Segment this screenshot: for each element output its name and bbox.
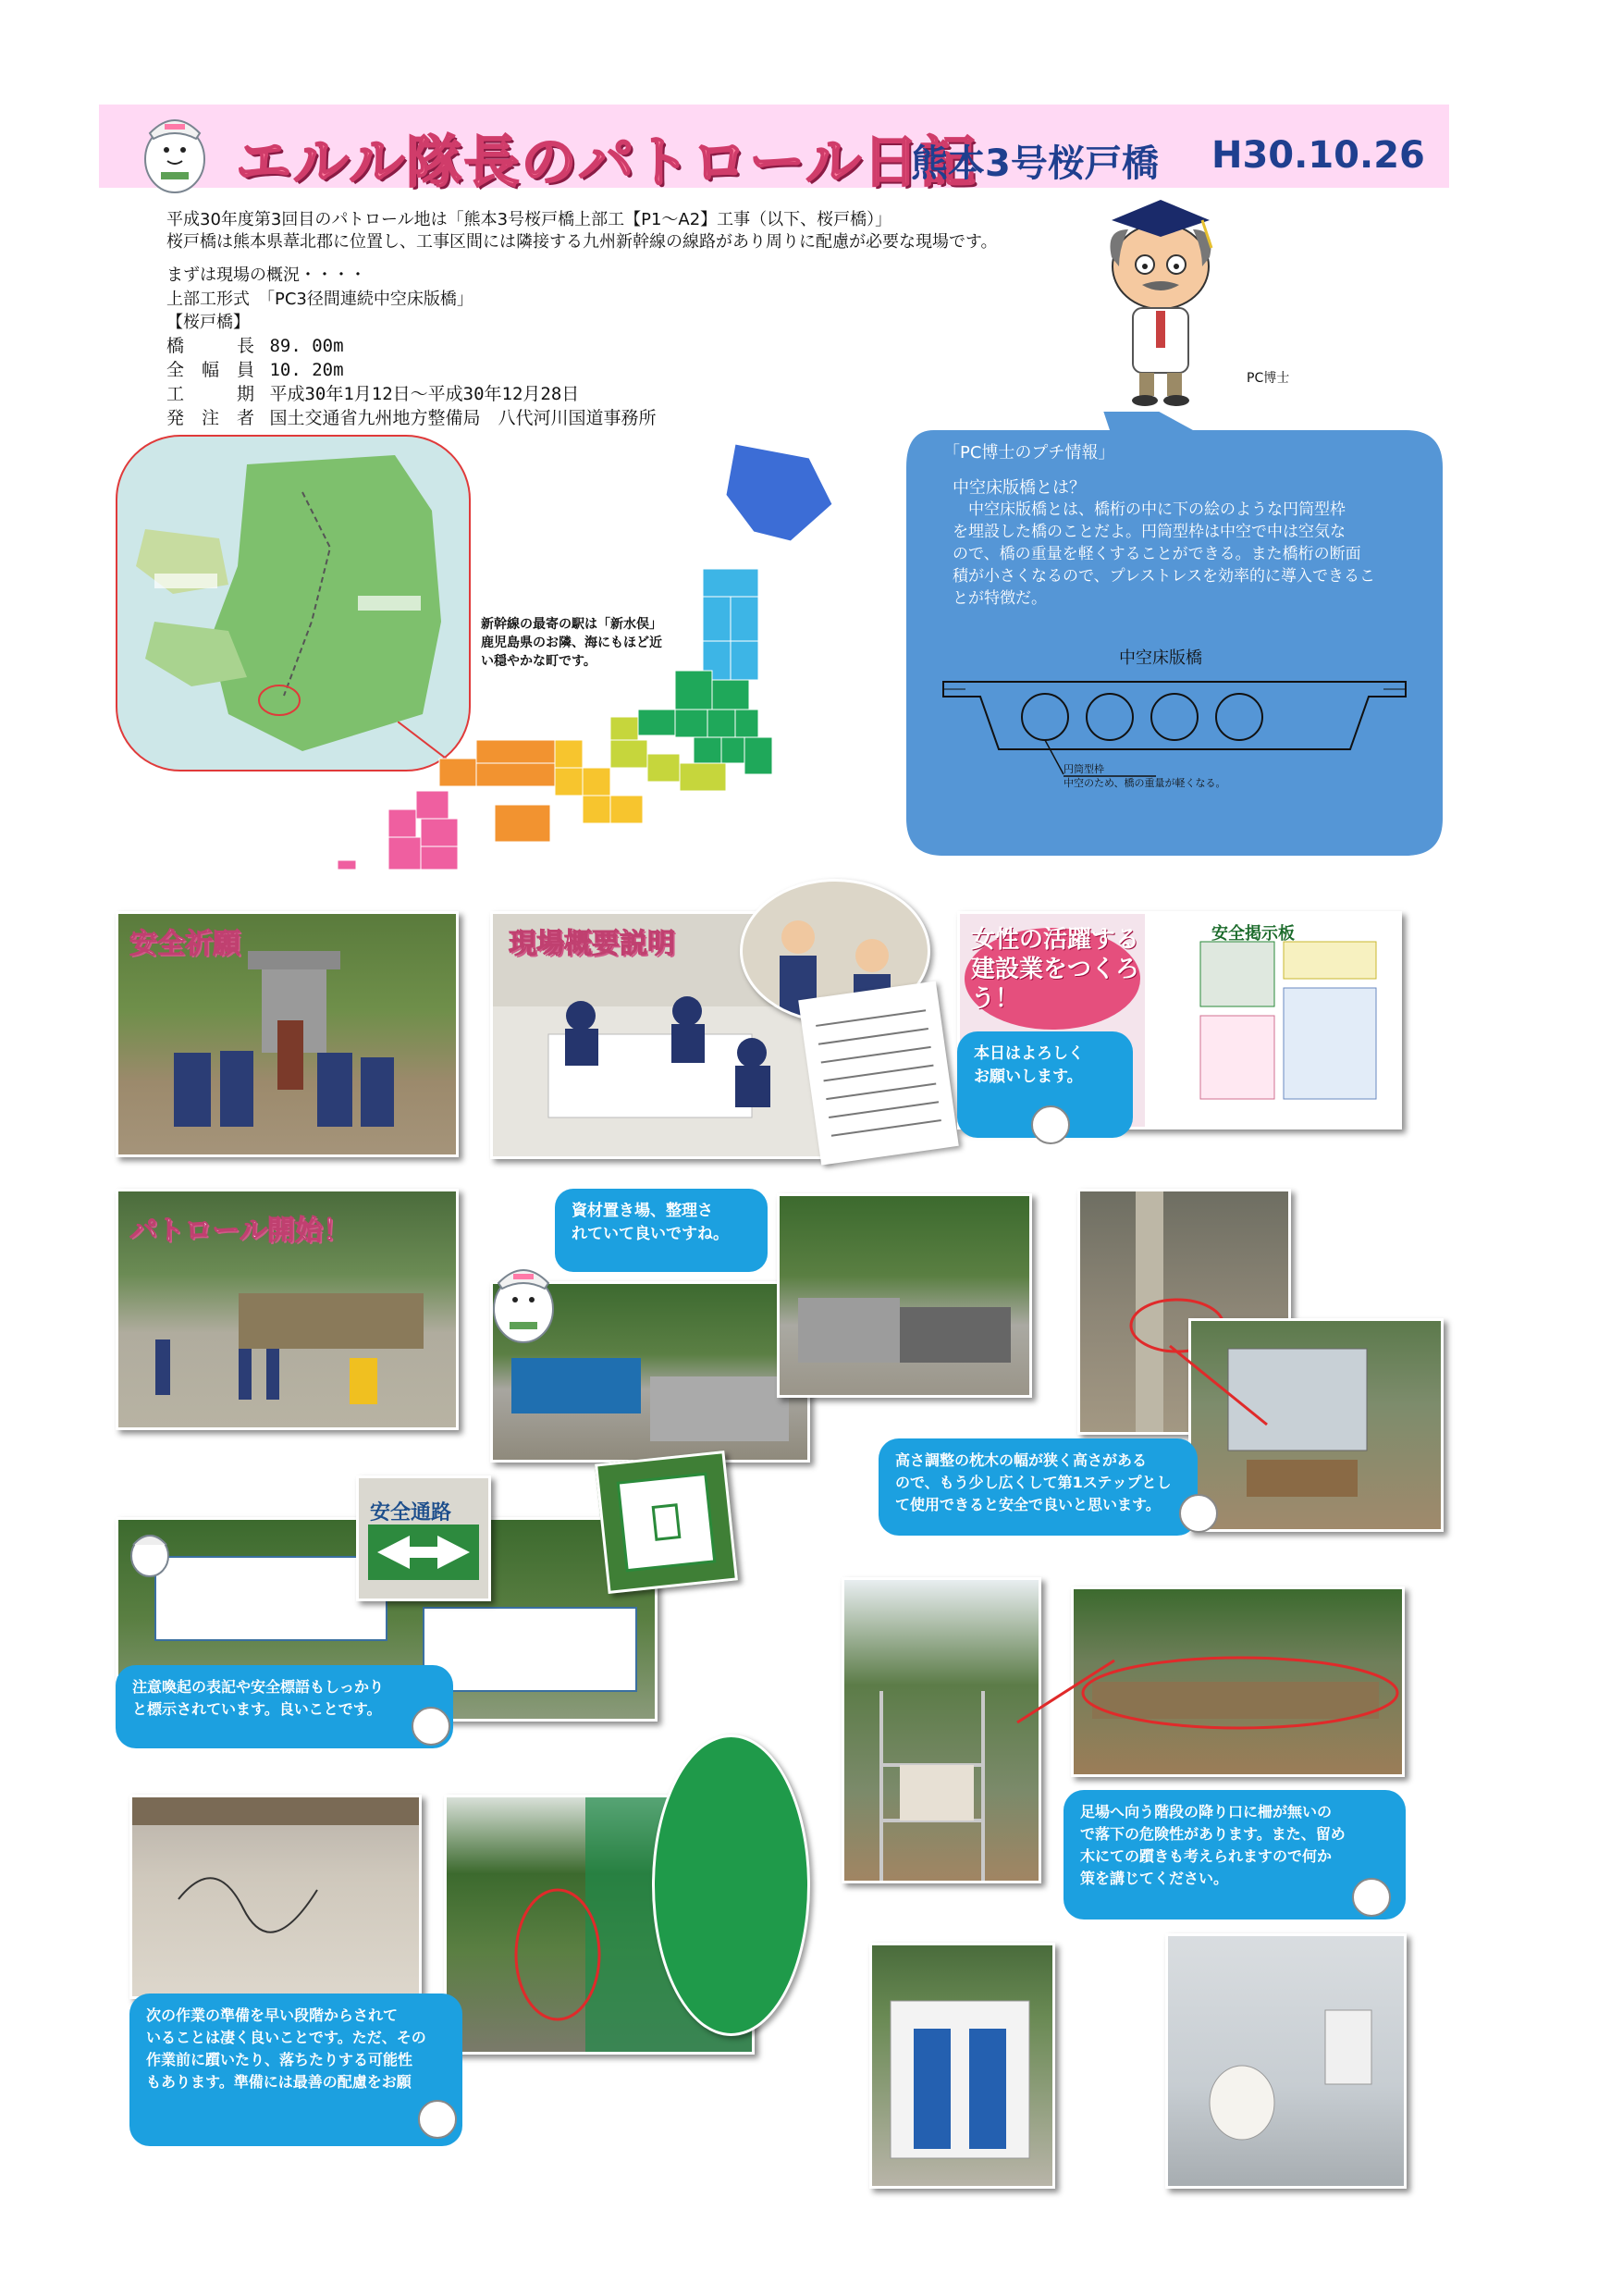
spec-row [166, 407, 656, 431]
bubble-material-line: れていて良いですね。 [572, 1225, 729, 1243]
spec-value: 平成30年1月12日～平成30年12月28日 [269, 384, 580, 404]
photo-sign-green [595, 1450, 738, 1594]
pc-hakase-character [1091, 192, 1230, 410]
diagram-label-2: 中空のため、橋の重量が軽くなる。 [1064, 777, 1226, 789]
pc-hakase-bubble [879, 412, 1461, 874]
spec-table [166, 335, 656, 431]
photo-stairs-tower [842, 1577, 1041, 1883]
spec-value: 国土交通省九州地方整備局 八代河川国道事務所 [269, 408, 657, 428]
map-note-line: い穏やかな町です。 [481, 654, 596, 669]
intro-line-3: まずは現場の概況・・・・ [166, 265, 366, 285]
intro-line-4: 上部工形式 「PC3径間連続中空床版橋」 [166, 290, 473, 309]
photo-portable-toilet [869, 1943, 1055, 2189]
spec-row [166, 335, 656, 359]
spec-value: 89. 00m [269, 336, 344, 356]
pc-hakase-body-line: を埋設した橋のことだよ。円筒型枠は中空で中は空気な [953, 523, 1346, 541]
bubble-height-line: て使用できると安全で良いと思います。 [895, 1496, 1161, 1513]
intro-line-1: 平成30年度第3回目のパトロール地は「熊本3号桜戸橋上部工【P1～A2】工事（以下、桜戸橋）」 [166, 210, 892, 229]
photo-material-yard-2 [777, 1193, 1032, 1398]
spec-value: 10. 20m [269, 360, 344, 380]
bubble-stairs-line: 足場へ向う階段の降り口に柵が無いの [1080, 1803, 1333, 1821]
bubble-height [879, 1438, 1198, 1536]
pc-hakase-body-line: とが特徴だ。 [953, 589, 1047, 608]
arrow-stairs [1013, 1656, 1124, 1730]
bubble-material [555, 1189, 768, 1272]
bubble-stairs-line: で落下の危険性があります。また、留め [1080, 1825, 1346, 1843]
page-title: エルル隊長のパトロール日記 [236, 130, 978, 195]
mascot-mini-head [128, 1526, 172, 1578]
pc-hakase-body [953, 499, 1375, 610]
spec-label: 工 期 [166, 384, 255, 404]
spec-row [166, 383, 656, 407]
sign-path: 安全通路 [370, 1501, 452, 1524]
bubble-prep [129, 1994, 462, 2146]
photo-toilet-interior [1165, 1933, 1407, 2189]
spec-label: 橋 長 [166, 336, 255, 356]
mascot-mini-icon [1179, 1494, 1218, 1533]
sign-board: 安全掲示板 [1211, 924, 1295, 944]
bubble-signs-line: 注意喚起の表記や安全標語もしっかり [132, 1678, 385, 1696]
mascot-mini-icon [418, 2100, 457, 2139]
diagram-title: 中空床版橋 [1119, 648, 1202, 668]
pc-hakase-bubble-title: 「PC博士のプチ情報」 [943, 443, 1115, 463]
photo-net-circle [652, 1734, 810, 2036]
mascot-logo [137, 104, 213, 196]
map-note-line: 新幹線の最寄の駅は「新水俣」 [481, 617, 662, 632]
tag-anzen: 安全祈願 [129, 928, 240, 960]
diagram-label-1: 円筒型枠 [1064, 763, 1104, 775]
bridge-name: 熊本3号桜戸橋 [911, 142, 1159, 185]
tag-genba: 現場概要説明 [509, 928, 675, 960]
bubble-prep-line: いることは凄く良いことです。ただ、その [146, 2029, 426, 2046]
bubble-greet-line: 本日はよろしく [974, 1044, 1084, 1063]
bubble-material-line: 資材置き場、整理さ [572, 1202, 713, 1220]
photo-rebar-floor [129, 1795, 422, 1999]
bubble-height-line: 高さ調整の枕木の幅が狭く高さがある [895, 1451, 1148, 1469]
map-note-line: 鹿児島県のお隣、海にもほど近 [481, 636, 662, 650]
mascot-mini-icon [1352, 1878, 1391, 1917]
intro-line-2: 桜戸橋は熊本県葦北郡に位置し、工事区間には隣接する九州新幹線の線路があり周りに配慮が必要な現場です。 [166, 232, 998, 252]
bubble-prep-line: もあります。準備には最善の配慮をお願 [146, 2073, 412, 2091]
pc-hakase-question: 中空床版橋とは？ [953, 478, 1086, 498]
spec-label: 全 幅 員 [166, 360, 255, 380]
spec-label: 発 注 者 [166, 408, 255, 428]
bubble-stairs-line: 策を講じてください。 [1080, 1870, 1229, 1887]
bubble-prep-line: 次の作業の準備を早い段階からされて [146, 2006, 399, 2024]
pc-hakase-body-line: 中空床版橋とは、橋桁の中に下の絵のような円筒型枠 [953, 500, 1346, 519]
bubble-stairs-line: 木にての躓きも考えられますので何か [1080, 1847, 1333, 1865]
japan-map [328, 439, 846, 874]
pc-hakase-body-line: 積が小さくなるので、プレストレスを効率的に導入できるこ [953, 567, 1375, 586]
spec-row [166, 359, 656, 383]
tag-patrol: パトロール開始！ [129, 1215, 350, 1247]
mascot-mini-icon [1031, 1105, 1070, 1144]
bubble-prep-line: 作業前に躓いたり、落ちたりする可能性 [146, 2051, 413, 2068]
pc-hakase-caption: PC博士 [1247, 371, 1290, 386]
sign-woman: 女性の活躍する建設業をつくろう！ [971, 926, 1140, 1013]
document-sheet [798, 981, 959, 1165]
bubble-signs [116, 1665, 453, 1748]
mascot-standing [486, 1253, 561, 1346]
photo-sign-path [356, 1475, 491, 1601]
bubble-greet-line: お願いします。 [974, 1068, 1083, 1086]
bubble-height-line: ので、もう少し広くして第1ステップとし [895, 1474, 1172, 1491]
report-date: H30.10.26 [1211, 134, 1425, 177]
intro-line-5: 【桜戸橋】 [166, 313, 250, 332]
pc-hakase-body-line: ので、橋の重量を軽くすることができる。また橋桁の断面 [953, 545, 1361, 563]
arrow-scaffold [1165, 1341, 1276, 1434]
mascot-mini-icon [412, 1707, 450, 1746]
bubble-signs-line: と標示されています。良いことです。 [132, 1700, 382, 1718]
